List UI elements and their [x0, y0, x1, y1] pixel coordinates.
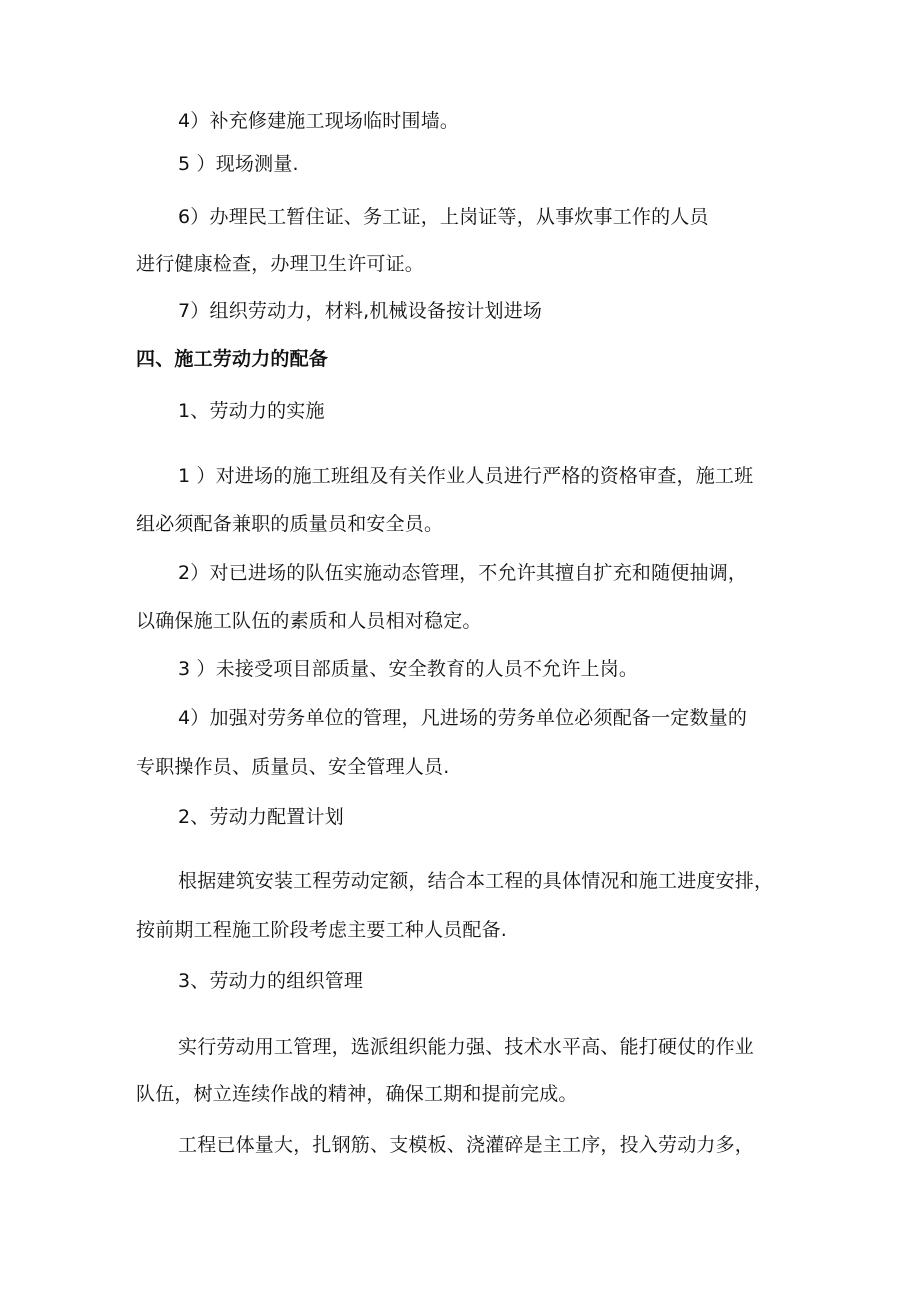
point-2-line-2: 以确保施工队伍的素质和人员相对稳定。 [136, 610, 482, 632]
subheading-labor-implementation: 1、劳动力的实施 [178, 400, 325, 422]
item-6-permits-line-2: 进行健康检查，办理卫生许可证。 [136, 253, 425, 275]
item-5-site-survey: 5 ）现场测量. [178, 153, 299, 175]
subheading-labor-organization: 3、劳动力的组织管理 [178, 970, 364, 992]
point-4-line-1: 4）加强对劳务单位的管理，凡进场的劳务单位必须配备一定数量的 [178, 707, 748, 729]
organization-paragraph-line-1: 实行劳动用工管理，选派组织能力强、技术水平高、能打硬仗的作业 [178, 1036, 755, 1058]
plan-paragraph-line-2: 按前期工程施工阶段考虑主要工种人员配备. [136, 919, 508, 941]
plan-paragraph-line-1: 根据建筑安装工程劳动定额，结合本工程的具体情况和施工进度安排， [178, 870, 774, 892]
workload-paragraph-line-1: 工程已体量大，扎钢筋、支模板、浇灌碎是主工序，投入劳动力多， [178, 1134, 755, 1156]
point-4-line-2: 专职操作员、质量员、安全管理人员. [136, 756, 450, 778]
point-1-line-1: 1 ）对进场的施工班组及有关作业人员进行严格的资格审查，施工班 [178, 465, 754, 487]
point-1-line-2: 组必须配备兼职的质量员和安全员。 [136, 513, 444, 535]
item-4-temporary-wall: 4）补充修建施工现场临时围墙。 [178, 110, 460, 132]
section-heading-labor-allocation: 四、施工劳动力的配备 [136, 348, 329, 370]
point-2-line-1: 2）对已进场的队伍实施动态管理，不允许其擅自扩充和随便抽调， [178, 562, 748, 584]
item-7-organize-labor: 7）组织劳动力，材料,机械设备按计划进场 [178, 300, 543, 322]
point-3: 3 ）未接受项目部质量、安全教育的人员不允许上岗。 [178, 658, 639, 680]
subheading-labor-plan: 2、劳动力配置计划 [178, 806, 344, 828]
organization-paragraph-line-2: 队伍，树立连续作战的精神，确保工期和提前完成。 [136, 1083, 578, 1105]
item-6-permits-line-1: 6）办理民工暂住证、务工证，上岗证等，从事炊事工作的人员 [178, 206, 709, 228]
